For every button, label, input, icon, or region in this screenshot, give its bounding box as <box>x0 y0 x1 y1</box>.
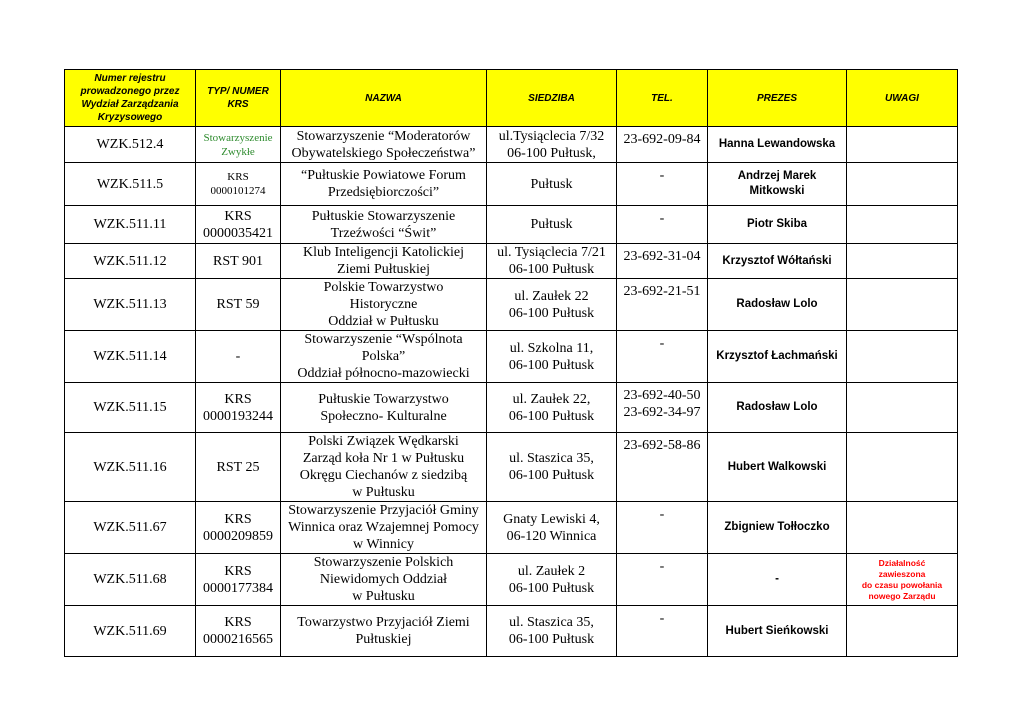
tel-line: - <box>659 559 665 574</box>
registry-table <box>64 69 958 657</box>
cell-uwagi <box>847 244 958 279</box>
uwagi-line: nowego Zarządu <box>868 590 936 601</box>
cell-siedziba <box>487 383 617 433</box>
nazwa-line: Społeczno- Kulturalne <box>320 408 447 424</box>
cell-siedziba <box>487 433 617 502</box>
tel-line: - <box>659 507 665 522</box>
siedziba-line: ul. Zaułek 22, <box>512 391 591 407</box>
table-row <box>65 502 958 554</box>
cell-numer: WZK.511.5 <box>65 163 196 206</box>
siedziba-line: 06-100 Pułtusk <box>508 632 595 647</box>
cell-tel <box>617 433 708 502</box>
tel-line: 23-692-58-86 <box>623 438 701 453</box>
header-tel: TEL. <box>617 70 708 127</box>
siedziba-line: 06-100 Pułtusk <box>508 580 595 596</box>
cell-prezes: Hubert Sieńkowski <box>708 606 847 657</box>
cell-typ <box>196 163 281 206</box>
cell-prezes: Krzysztof Łachmański <box>708 331 847 383</box>
nazwa-line: Okręgu Ciechanów z siedzibą <box>299 468 468 483</box>
cell-typ <box>196 244 281 279</box>
cell-prezes: Hubert Walkowski <box>708 433 847 502</box>
typ-line: RST 59 <box>216 297 260 312</box>
nazwa-line: Polskie Towarzystwo <box>323 280 444 295</box>
siedziba-line: Pułtusk <box>530 217 573 232</box>
table-row <box>65 206 958 244</box>
nazwa-line: Polski Związek Wędkarski <box>308 434 459 449</box>
header-uwagi: UWAGI <box>847 70 958 127</box>
cell-tel <box>617 331 708 383</box>
typ-line: RST 901 <box>213 253 263 269</box>
typ-line: 0000209859 <box>203 528 273 544</box>
siedziba-line: 06-100 Pułtusk <box>508 305 595 321</box>
siedziba-line: 06-100 Pułtusk, <box>507 145 596 161</box>
tel-line: 23-692-34-97 <box>623 405 701 420</box>
cell-nazwa <box>281 244 487 279</box>
cell-nazwa <box>281 206 487 244</box>
cell-typ <box>196 502 281 554</box>
table-row <box>65 554 958 606</box>
nazwa-line: Oddział północno-mazowiecki <box>297 366 470 381</box>
typ-line: KRS <box>227 171 249 183</box>
nazwa-line: “Pułtuskie Powiatowe Forum <box>301 168 466 183</box>
typ-line: KRS <box>224 563 252 579</box>
cell-nazwa <box>281 554 487 606</box>
cell-siedziba <box>487 244 617 279</box>
nazwa-line: Stowarzyszenie “Moderatorów <box>296 128 471 144</box>
typ-line: RST 25 <box>216 459 260 475</box>
cell-numer: WZK.511.69 <box>65 606 196 657</box>
uwagi-line: do czasu powołania <box>861 579 943 590</box>
header-nazwa: NAZWA <box>281 70 487 127</box>
nazwa-line: Pułtuskie Stowarzyszenie <box>311 208 456 224</box>
cell-typ <box>196 127 281 163</box>
nazwa-line: Pułtuskiej <box>355 632 412 647</box>
cell-uwagi <box>847 279 958 331</box>
nazwa-line: Pułtuskie Towarzystwo <box>318 391 449 407</box>
cell-numer: WZK.511.15 <box>65 383 196 433</box>
cell-tel <box>617 244 708 279</box>
cell-typ <box>196 206 281 244</box>
cell-siedziba <box>487 279 617 331</box>
cell-tel <box>617 163 708 206</box>
siedziba-line: 06-100 Pułtusk <box>508 357 595 373</box>
cell-typ <box>196 279 281 331</box>
nazwa-line: Zarząd koła Nr 1 w Pułtusku <box>302 451 465 466</box>
cell-uwagi <box>847 206 958 244</box>
typ-line: 0000101274 <box>210 185 266 197</box>
uwagi-line: zawieszona <box>878 568 926 579</box>
header-numer: Numer rejestru prowadzonego przez Wydział Zarządzania Kryzysowego <box>65 70 196 127</box>
typ-line: KRS <box>224 615 252 630</box>
nazwa-line: Niewidomych Oddział <box>319 572 448 587</box>
cell-tel <box>617 279 708 331</box>
typ-line: 0000177384 <box>203 580 273 596</box>
tel-line: - <box>659 611 665 626</box>
table-row <box>65 127 958 163</box>
cell-typ <box>196 606 281 657</box>
siedziba-line: ul. Zaułek 22 <box>514 288 589 304</box>
cell-uwagi <box>847 554 958 606</box>
nazwa-line: Historyczne <box>349 297 418 312</box>
typ-line: Stowarzyszenie <box>203 131 273 144</box>
table-row <box>65 606 958 657</box>
cell-uwagi <box>847 127 958 163</box>
cell-nazwa <box>281 127 487 163</box>
cell-tel <box>617 554 708 606</box>
cell-tel <box>617 383 708 433</box>
nazwa-line: Trzeźwości “Świt” <box>330 225 437 241</box>
cell-tel <box>617 606 708 657</box>
cell-numer: WZK.512.4 <box>65 127 196 163</box>
header-siedziba: SIEDZIBA <box>487 70 617 127</box>
cell-numer: WZK.511.68 <box>65 554 196 606</box>
tel-line: 23-692-09-84 <box>623 132 701 147</box>
cell-typ <box>196 383 281 433</box>
siedziba-line: ul. Zaułek 2 <box>517 563 586 579</box>
nazwa-line: Ziemi Pułtuskiej <box>337 262 430 277</box>
typ-line: - <box>235 349 241 364</box>
cell-nazwa <box>281 606 487 657</box>
cell-nazwa <box>281 279 487 331</box>
siedziba-line: Pułtusk <box>530 176 573 192</box>
siedziba-line: 06-100 Pułtusk <box>508 408 595 424</box>
cell-numer: WZK.511.11 <box>65 206 196 244</box>
table-row <box>65 433 958 502</box>
cell-numer: WZK.511.12 <box>65 244 196 279</box>
nazwa-line: Obywatelskiego Społeczeństwa” <box>291 145 476 161</box>
table-row <box>65 279 958 331</box>
siedziba-line: 06-120 Winnica <box>506 528 597 544</box>
siedziba-line: ul. Staszica 35, <box>509 451 594 466</box>
cell-siedziba <box>487 554 617 606</box>
header-typ: TYP/ NUMER KRS <box>196 70 281 127</box>
siedziba-line: ul. Staszica 35, <box>509 615 594 630</box>
nazwa-line: Polska” <box>361 349 406 364</box>
cell-numer: WZK.511.16 <box>65 433 196 502</box>
nazwa-line: w Winnicy <box>352 537 414 552</box>
cell-uwagi <box>847 606 958 657</box>
nazwa-line: w Pułtusku <box>352 589 415 604</box>
nazwa-line: Winnica oraz Wzajemnej Pomocy <box>288 520 479 535</box>
typ-line: Zwykłe <box>221 145 255 158</box>
cell-nazwa <box>281 163 487 206</box>
cell-prezes: Krzysztof Wółtański <box>708 244 847 279</box>
cell-typ <box>196 331 281 383</box>
cell-prezes: Piotr Skiba <box>708 206 847 244</box>
siedziba-line: 06-100 Pułtusk <box>508 468 595 483</box>
cell-nazwa <box>281 502 487 554</box>
cell-uwagi <box>847 502 958 554</box>
cell-uwagi <box>847 163 958 206</box>
nazwa-line: w Pułtusku <box>352 485 415 500</box>
siedziba-line: ul.Tysiąclecia 7/32 <box>498 128 605 144</box>
nazwa-line: Klub Inteligencji Katolickiej <box>303 245 464 260</box>
header-prezes: PREZES <box>708 70 847 127</box>
cell-uwagi <box>847 331 958 383</box>
siedziba-line: 06-100 Pułtusk <box>508 262 595 277</box>
cell-prezes: - <box>708 554 847 606</box>
cell-tel <box>617 502 708 554</box>
tel-line: - <box>659 168 665 183</box>
table-row <box>65 163 958 206</box>
siedziba-line: ul. Szkolna 11, <box>509 340 594 356</box>
cell-prezes: Zbigniew Tołłoczko <box>708 502 847 554</box>
cell-siedziba <box>487 163 617 206</box>
cell-siedziba <box>487 331 617 383</box>
cell-siedziba <box>487 127 617 163</box>
typ-line: 0000193244 <box>203 408 273 424</box>
table-row <box>65 383 958 433</box>
typ-line: 0000035421 <box>203 225 273 241</box>
cell-tel <box>617 127 708 163</box>
cell-siedziba <box>487 606 617 657</box>
siedziba-line: ul. Tysiąclecia 7/21 <box>497 245 606 260</box>
cell-nazwa <box>281 331 487 383</box>
cell-siedziba <box>487 502 617 554</box>
tel-line: 23-692-21-51 <box>623 284 701 299</box>
nazwa-line: Oddział w Pułtusku <box>328 314 439 329</box>
tel-line: 23-692-31-04 <box>623 249 701 264</box>
table-row <box>65 331 958 383</box>
typ-line: KRS <box>224 208 252 224</box>
tel-line: 23-692-40-50 <box>623 388 701 403</box>
tel-line: - <box>659 211 665 226</box>
cell-siedziba <box>487 206 617 244</box>
siedziba-line: Gnaty Lewiski 4, <box>503 511 600 527</box>
cell-uwagi <box>847 433 958 502</box>
cell-prezes: Radosław Lolo <box>708 383 847 433</box>
nazwa-line: Stowarzyszenie Przyjaciół Gminy <box>288 503 479 518</box>
nazwa-line: Przedsiębiorczości” <box>327 185 440 200</box>
cell-uwagi <box>847 383 958 433</box>
cell-prezes: Radosław Lolo <box>708 279 847 331</box>
cell-typ <box>196 433 281 502</box>
cell-nazwa <box>281 383 487 433</box>
cell-numer: WZK.511.67 <box>65 502 196 554</box>
nazwa-line: Stowarzyszenie Polskich <box>313 555 454 570</box>
typ-line: 0000216565 <box>203 632 273 647</box>
cell-typ <box>196 554 281 606</box>
nazwa-line: Stowarzyszenie “Wspólnota <box>304 332 463 347</box>
table-row <box>65 244 958 279</box>
cell-numer: WZK.511.13 <box>65 279 196 331</box>
cell-numer: WZK.511.14 <box>65 331 196 383</box>
uwagi-line: Działalność <box>878 557 926 568</box>
header-row <box>65 70 958 127</box>
cell-prezes: Hanna Lewandowska <box>708 127 847 163</box>
cell-tel <box>617 206 708 244</box>
typ-line: KRS <box>224 391 252 407</box>
typ-line: KRS <box>224 511 252 527</box>
nazwa-line: Towarzystwo Przyjaciół Ziemi <box>297 615 470 630</box>
cell-nazwa <box>281 433 487 502</box>
cell-prezes: Andrzej Marek Mitkowski <box>708 163 847 206</box>
tel-line: - <box>659 336 665 351</box>
